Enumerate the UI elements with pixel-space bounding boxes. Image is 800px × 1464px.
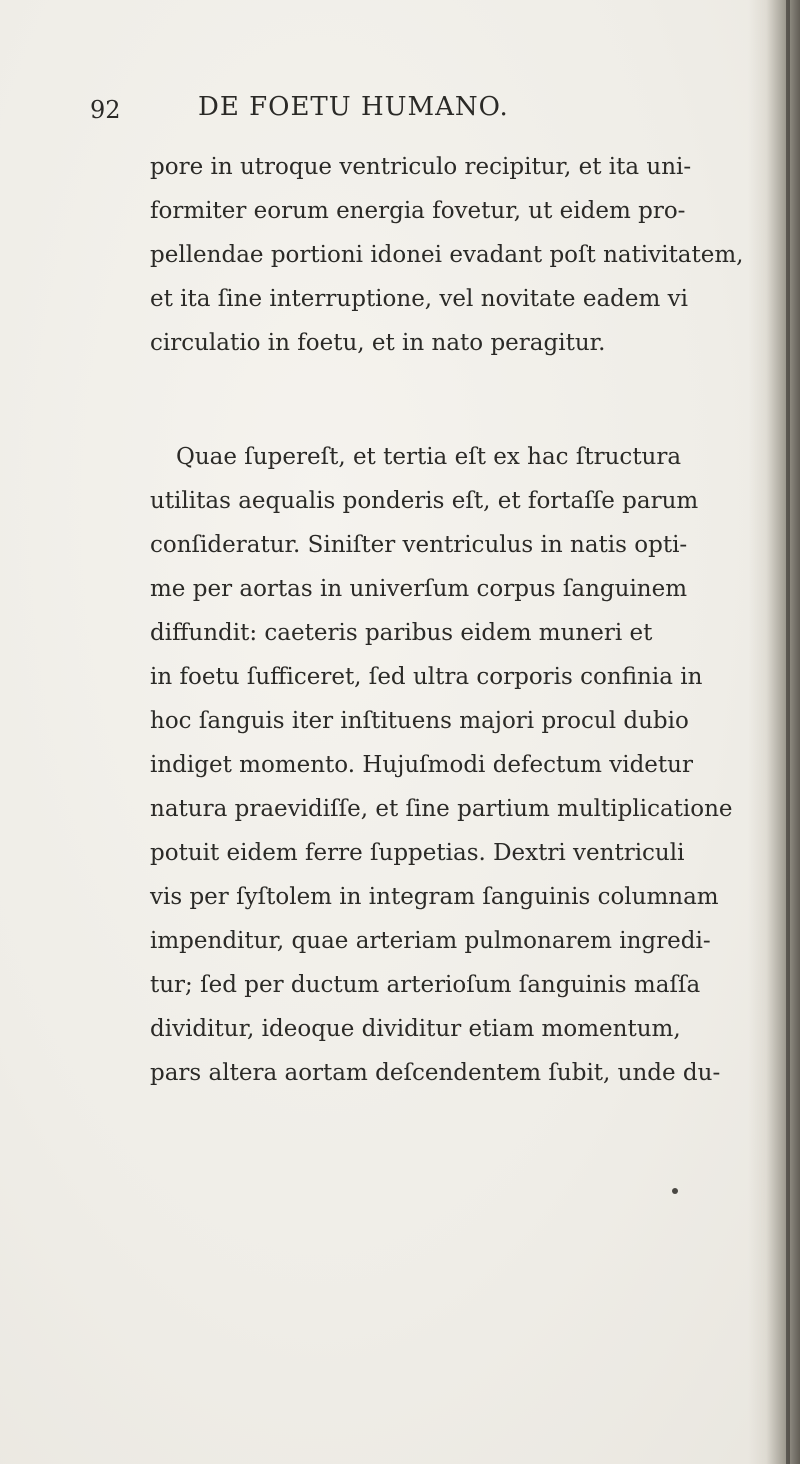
text-line: impenditur, quae arteriam pulmonarem ingredi- [150, 928, 711, 954]
text-line: tur; ſed per ductum arterioſum ſanguinis maſſa [150, 972, 701, 998]
text-line: utilitas aequalis ponderis eſt, et fortaſſe parum [150, 488, 699, 514]
text-line: dividitur, ideoque dividitur etiam momentum, [150, 1016, 681, 1042]
text-line: pars altera aortam deſcendentem ſubit, unde du- [150, 1060, 721, 1086]
text-line: conſideratur. Siniſter ventriculus in natis opti- [150, 532, 688, 558]
text-line: pore in utroque ventriculo recipitur, et ita uni- [150, 154, 692, 180]
text-line: indiget momento. Hujuſmodi defectum videtur [150, 752, 693, 778]
text-line: diffundit: caeteris paribus eidem muneri et [150, 620, 653, 646]
text-line: natura praevidiſſe, et ſine partium multiplicatione [150, 796, 733, 822]
text-line: Quae ſupereſt, et tertia eſt ex hac ſtructura [176, 444, 682, 470]
ink-dot [672, 1188, 678, 1194]
page-binding-edge [786, 0, 790, 1464]
text-line: potuit eidem ferre ſuppetias. Dextri ventriculi [150, 840, 685, 866]
running-head: DE FOETU HUMANO. [198, 92, 509, 122]
body-text [150, 145, 760, 1095]
text-line: vis per ſyſtolem in integram ſanguinis columnam [150, 884, 719, 910]
text-line: et ita ſine interruptione, vel novitate eadem vi [150, 286, 688, 312]
text-line: circulatio in foetu, et in nato peragitur. [150, 330, 606, 356]
text-line: hoc ſanguis iter inſtituens majori procul dubio [150, 708, 689, 734]
text-line: me per aortas in univerſum corpus ſanguinem [150, 576, 688, 602]
text-line: pellendae portioni idonei evadant poſt nativitatem, [150, 242, 744, 268]
text-line: in foetu ſufficeret, ſed ultra corporis confinia in [150, 664, 703, 690]
page-number: 92 [90, 96, 121, 124]
page-header [90, 92, 690, 132]
paragraph-gap [150, 365, 760, 435]
text-line: formiter eorum energia fovetur, ut eidem pro- [150, 198, 686, 224]
